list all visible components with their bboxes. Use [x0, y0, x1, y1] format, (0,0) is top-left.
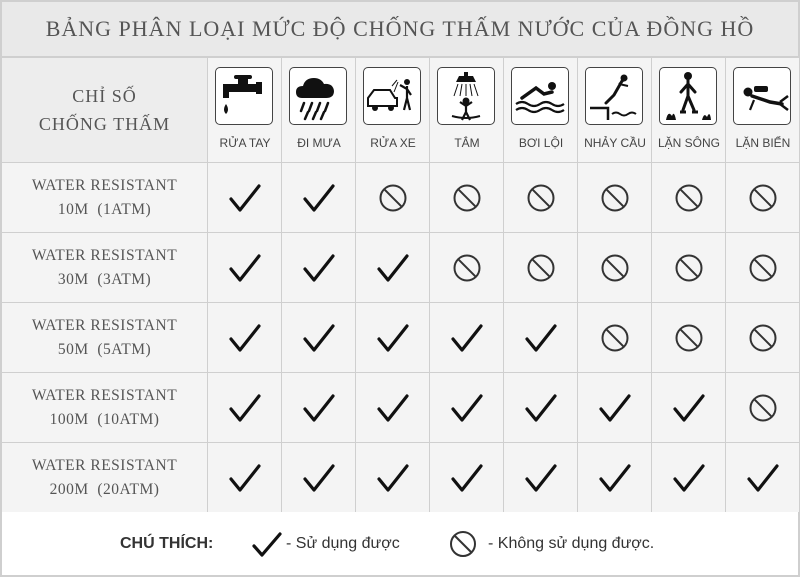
check-icon — [282, 163, 356, 233]
rating-label-line-1: WATER RESISTANT — [31, 246, 178, 264]
activity-header — [726, 58, 800, 163]
swimmer-icon — [511, 67, 569, 125]
diver-jump-icon — [585, 67, 643, 125]
activity-label: LẶN SÔNG — [657, 136, 720, 150]
check-icon — [208, 373, 282, 443]
rating-label-line-2: 50M (5ATM) — [57, 340, 152, 358]
activity-label: RỬA XE — [370, 136, 416, 150]
prohibited-icon — [726, 373, 800, 443]
activity-header — [578, 58, 652, 163]
check-icon — [282, 233, 356, 303]
prohibited-icon — [652, 303, 726, 373]
prohibited-icon — [726, 233, 800, 303]
car-wash-icon — [363, 67, 421, 125]
prohibited-icon — [652, 163, 726, 233]
prohibited-icon — [504, 163, 578, 233]
check-icon — [430, 443, 504, 513]
prohibited-icon — [504, 233, 578, 303]
check-icon — [356, 443, 430, 513]
check-icon — [578, 443, 652, 513]
check-icon — [652, 443, 726, 513]
activity-label: LẶN BIỂN — [735, 136, 791, 150]
rating-label-line-1: WATER RESISTANT — [31, 316, 178, 334]
rating-label-line-2: 10M (1ATM) — [57, 200, 152, 218]
rating-label — [2, 163, 208, 233]
rating-label-line-2: 100M (10ATM) — [49, 410, 160, 428]
activity-header — [282, 58, 356, 163]
activity-header — [430, 58, 504, 163]
legend-unusable: - Không sử dụng được. — [488, 534, 655, 552]
check-icon — [504, 303, 578, 373]
corner-header — [2, 58, 208, 163]
activity-label: ĐI MƯA — [297, 136, 341, 150]
legend — [2, 512, 798, 575]
activity-label: BƠI LỘI — [518, 136, 564, 150]
prohibited-icon — [430, 233, 504, 303]
corner-line-1: CHỈ SỐ — [72, 86, 137, 106]
rating-label-line-1: WATER RESISTANT — [31, 176, 178, 194]
prohibited-icon — [578, 233, 652, 303]
check-icon — [282, 373, 356, 443]
check-icon — [430, 303, 504, 373]
scuba-diver-icon — [733, 67, 791, 125]
activity-label: TẮM — [454, 136, 480, 150]
check-icon — [356, 373, 430, 443]
river-diver-icon — [659, 67, 717, 125]
shower-icon — [437, 67, 495, 125]
check-icon — [504, 373, 578, 443]
activity-header — [652, 58, 726, 163]
faucet-icon — [215, 67, 273, 125]
prohibited-icon — [726, 303, 800, 373]
prohibited-icon — [578, 163, 652, 233]
check-icon — [430, 373, 504, 443]
prohibited-icon — [356, 163, 430, 233]
check-icon — [356, 303, 430, 373]
check-icon — [652, 373, 726, 443]
rating-label — [2, 233, 208, 303]
prohibited-icon — [652, 233, 726, 303]
check-icon — [356, 233, 430, 303]
check-icon — [282, 303, 356, 373]
rain-cloud-icon — [289, 67, 347, 125]
table-title: BẢNG PHÂN LOẠI MỨC ĐỘ CHỐNG THẤM NƯỚC CỦA ĐỒNG HỒ — [2, 2, 798, 58]
activity-label: RỬA TAY — [219, 136, 271, 150]
rating-label-line-1: WATER RESISTANT — [31, 456, 178, 474]
check-icon — [208, 233, 282, 303]
corner-line-2: CHỐNG THẤM — [38, 114, 171, 134]
activity-header — [356, 58, 430, 163]
rating-label-line-2: 30M (3ATM) — [57, 270, 152, 288]
check-icon — [208, 303, 282, 373]
check-icon — [208, 163, 282, 233]
rating-label-line-1: WATER RESISTANT — [31, 386, 178, 404]
rating-label — [2, 443, 208, 513]
rating-label-line-2: 200M (20ATM) — [49, 480, 160, 498]
check-icon — [578, 373, 652, 443]
activity-header — [208, 58, 282, 163]
check-icon — [504, 443, 578, 513]
prohibited-icon — [578, 303, 652, 373]
activity-label: NHẢY CẦU — [584, 136, 646, 150]
check-icon — [252, 532, 282, 563]
prohibited-icon — [430, 163, 504, 233]
check-icon — [282, 443, 356, 513]
legend-title: CHÚ THÍCH: — [120, 534, 214, 552]
check-icon — [726, 443, 800, 513]
activity-header — [504, 58, 578, 163]
legend-usable: - Sử dụng được — [286, 534, 400, 552]
prohibited-icon — [726, 163, 800, 233]
rating-label — [2, 373, 208, 443]
prohibited-icon — [449, 530, 477, 563]
check-icon — [208, 443, 282, 513]
rating-label — [2, 303, 208, 373]
